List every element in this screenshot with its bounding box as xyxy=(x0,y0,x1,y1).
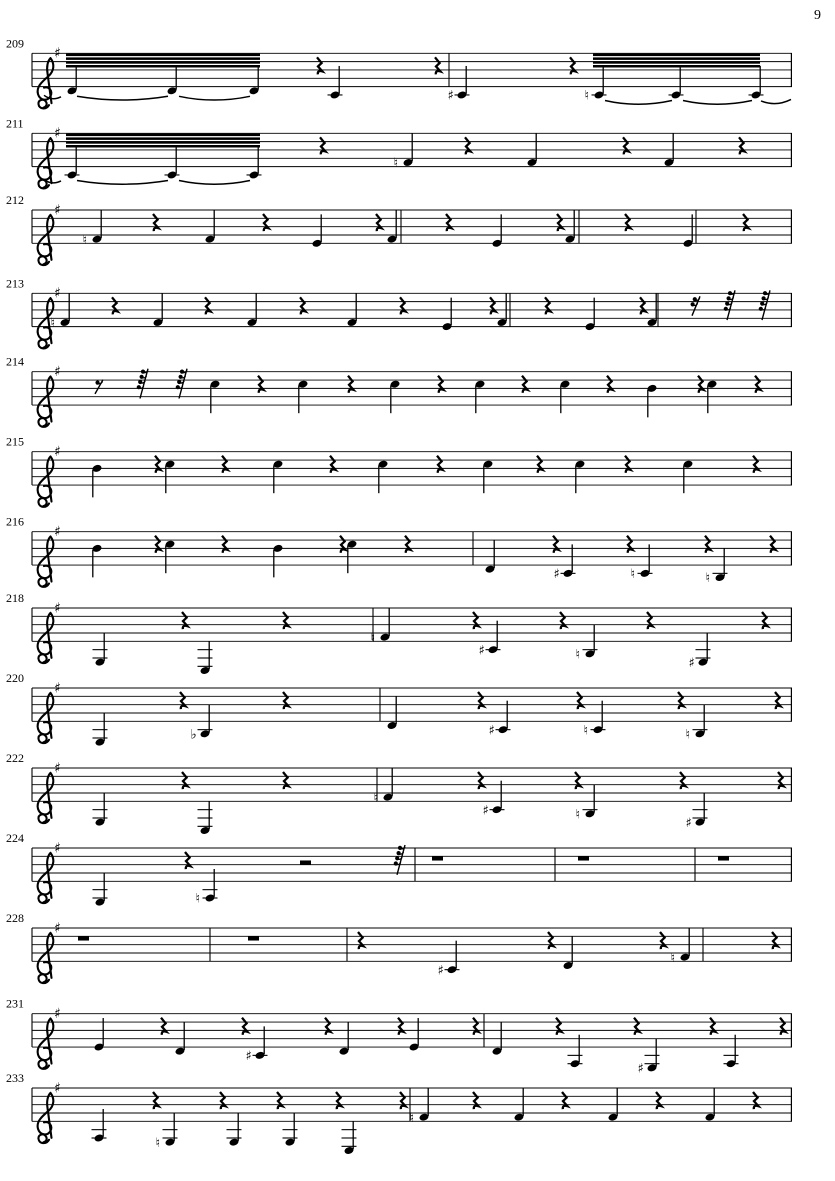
sharp-accidental: ♯ xyxy=(688,655,695,671)
measure-number-label: 213 xyxy=(6,276,24,291)
note xyxy=(438,941,460,979)
note xyxy=(92,1109,107,1143)
quarter-rest xyxy=(405,536,410,553)
whole-rest xyxy=(248,936,259,940)
quarter-rest xyxy=(283,692,288,709)
tie-from-previous xyxy=(44,95,61,98)
note xyxy=(492,214,503,248)
note xyxy=(686,793,708,831)
key-signature-sharp: ♯ xyxy=(54,760,61,777)
quarter-rest xyxy=(283,772,288,789)
system-212 xyxy=(6,193,792,265)
whole-rest xyxy=(78,936,89,940)
quarter-rest xyxy=(560,612,565,629)
key-signature-sharp: ♯ xyxy=(54,285,61,302)
note xyxy=(489,701,511,739)
tremolo-beam xyxy=(66,65,260,68)
tremolo-beam xyxy=(66,54,260,57)
treble-clef-icon xyxy=(38,693,54,743)
tie xyxy=(77,96,168,100)
note xyxy=(156,1113,178,1151)
quarter-rest xyxy=(220,1092,225,1109)
note xyxy=(92,544,103,578)
system-224 xyxy=(6,831,792,907)
tremolo-beam xyxy=(593,65,760,68)
measure-number-label: 215 xyxy=(6,434,24,449)
measure-number-label: 231 xyxy=(6,996,24,1011)
natural-accidental: ♮ xyxy=(409,1110,415,1126)
sharp-accidental: ♯ xyxy=(685,815,692,831)
quarter-rest xyxy=(180,692,185,709)
note xyxy=(83,210,103,248)
note xyxy=(65,146,80,180)
note xyxy=(669,66,684,100)
quarter-rest xyxy=(336,1092,341,1109)
whole-rest xyxy=(718,856,729,860)
quarter-rest xyxy=(607,376,612,393)
quarter-rest xyxy=(182,612,187,629)
tie xyxy=(605,100,672,104)
sharp-accidental: ♯ xyxy=(437,963,444,979)
quarter-rest xyxy=(775,692,780,709)
quarter-rest xyxy=(548,932,553,949)
natural-accidental: ♮ xyxy=(705,571,711,587)
natural-accidental: ♮ xyxy=(575,647,581,663)
quarter-rest xyxy=(277,1092,282,1109)
key-signature-sharp: ♯ xyxy=(54,202,61,219)
note xyxy=(585,298,596,332)
key-signature-sharp: ♯ xyxy=(54,444,61,461)
quarter-rest xyxy=(656,1092,661,1109)
system-214 xyxy=(6,355,792,427)
quarter-rest xyxy=(537,456,542,473)
quarter-rest xyxy=(112,297,117,314)
quarter-rest xyxy=(330,456,335,473)
system-222 xyxy=(6,751,792,835)
note xyxy=(724,1035,739,1069)
measure-number-label: 214 xyxy=(6,354,24,369)
quarter-rest xyxy=(522,376,527,393)
key-signature-sharp: ♯ xyxy=(54,1080,61,1097)
eighth-rest xyxy=(95,380,103,394)
quarter-rest xyxy=(153,214,158,231)
system-215 xyxy=(6,435,792,507)
tremolo-beam xyxy=(66,145,260,148)
sixtyfourth-rest xyxy=(137,369,148,399)
note xyxy=(198,641,213,675)
treble-clef-icon xyxy=(38,215,54,265)
measure-number-label: 220 xyxy=(6,671,24,685)
quarter-rest xyxy=(153,1092,158,1109)
note xyxy=(647,384,658,418)
quarter-rest xyxy=(562,1092,567,1109)
treble-clef-icon xyxy=(38,377,54,427)
tie-to-next xyxy=(761,99,791,103)
quarter-rest xyxy=(490,297,495,314)
treble-clef-icon xyxy=(38,933,54,983)
quarter-rest xyxy=(634,1018,639,1035)
note xyxy=(671,928,691,966)
tremolo-beam xyxy=(66,134,260,137)
treble-clef-icon xyxy=(38,537,54,587)
quarter-rest xyxy=(438,376,443,393)
sixtyfourth-rest xyxy=(394,845,405,875)
quarter-rest xyxy=(710,1018,715,1035)
quarter-rest xyxy=(680,772,685,789)
quarter-rest xyxy=(698,376,703,393)
treble-clef-icon xyxy=(38,773,54,823)
sharp-accidental: ♯ xyxy=(482,803,489,819)
treble-clef-icon xyxy=(38,457,54,507)
treble-clef-icon xyxy=(38,1093,54,1143)
note xyxy=(576,625,598,663)
note xyxy=(483,781,505,819)
quarter-rest xyxy=(640,297,645,314)
natural-accidental: ♮ xyxy=(670,950,676,966)
quarter-rest xyxy=(300,297,305,314)
note xyxy=(283,1113,298,1147)
note xyxy=(568,1035,583,1069)
note xyxy=(198,801,213,835)
note xyxy=(94,1018,105,1052)
note xyxy=(165,146,180,180)
key-signature-sharp: ♯ xyxy=(54,680,61,697)
sixtyfourth-rest xyxy=(759,290,770,320)
measure-number-label: 228 xyxy=(6,911,24,925)
natural-accidental: ♮ xyxy=(575,807,581,823)
half-rest xyxy=(300,860,311,864)
quarter-rest xyxy=(553,536,558,553)
quarter-rest xyxy=(155,456,160,473)
key-signature-sharp: ♯ xyxy=(54,920,61,937)
sharp-accidental: ♯ xyxy=(447,88,454,104)
quarter-rest xyxy=(778,772,783,789)
system-218 xyxy=(6,591,792,675)
quarter-rest xyxy=(478,692,483,709)
tremolo-beam xyxy=(593,57,760,60)
quarter-rest xyxy=(478,772,483,789)
quarter-rest xyxy=(755,376,760,393)
quarter-rest xyxy=(743,214,748,231)
quarter-rest xyxy=(705,536,710,553)
quarter-rest xyxy=(437,456,442,473)
natural-accidental: ♮ xyxy=(583,723,589,739)
system-211 xyxy=(6,116,792,188)
quarter-rest xyxy=(185,852,190,869)
note xyxy=(93,873,108,907)
measure-number-label: 212 xyxy=(6,193,24,207)
note xyxy=(479,621,501,659)
note xyxy=(683,214,694,248)
note xyxy=(706,549,728,587)
quarter-rest xyxy=(325,1018,330,1035)
note xyxy=(410,1088,430,1126)
treble-clef-icon xyxy=(38,613,54,663)
treble-clef-icon xyxy=(38,58,54,108)
measure-number-label: 209 xyxy=(6,36,24,51)
note xyxy=(448,66,470,104)
measure-number-label: 211 xyxy=(6,116,24,131)
sharp-accidental: ♯ xyxy=(245,1048,252,1064)
measure-number-label: 233 xyxy=(6,1071,24,1085)
tremolo-beam xyxy=(66,61,260,64)
note xyxy=(342,1121,357,1155)
quarter-rest xyxy=(263,214,268,231)
tie xyxy=(179,180,250,184)
key-signature-sharp: ♯ xyxy=(54,1006,61,1023)
system-209 xyxy=(6,36,792,108)
measure-number-label: 216 xyxy=(6,514,24,529)
natural-accidental: ♮ xyxy=(630,566,636,582)
whole-rest xyxy=(432,856,443,860)
note xyxy=(227,1113,242,1147)
tremolo-beam xyxy=(593,61,760,64)
quarter-rest xyxy=(205,297,210,314)
sixtyfourth-rest xyxy=(724,290,735,320)
note xyxy=(409,1018,420,1052)
note xyxy=(585,66,607,104)
quarter-rest xyxy=(647,612,652,629)
note xyxy=(196,869,218,907)
quarter-rest xyxy=(473,1018,478,1035)
quarter-rest xyxy=(762,612,767,629)
note xyxy=(273,544,284,578)
measure-number-label: 222 xyxy=(6,751,24,765)
note xyxy=(93,793,108,827)
quarter-rest xyxy=(753,1092,758,1109)
sharp-accidental: ♯ xyxy=(637,1061,644,1077)
quarter-rest xyxy=(678,692,683,709)
tie xyxy=(77,180,168,184)
measure-number-label: 224 xyxy=(6,831,24,845)
system-220 xyxy=(6,671,792,747)
quarter-rest xyxy=(348,376,353,393)
quarter-rest xyxy=(556,1018,561,1035)
treble-clef-icon xyxy=(38,1019,54,1069)
treble-clef-icon xyxy=(38,853,54,903)
sixtyfourth-rest xyxy=(176,369,187,399)
quarter-rest xyxy=(780,1018,785,1035)
note xyxy=(93,713,108,747)
quarter-rest xyxy=(570,57,575,74)
quarter-rest xyxy=(739,137,744,154)
quarter-rest xyxy=(577,692,582,709)
tie xyxy=(179,96,250,100)
quarter-rest xyxy=(435,57,440,74)
quarter-rest xyxy=(473,1092,478,1109)
note xyxy=(689,633,711,671)
whole-rest xyxy=(578,856,589,860)
sharp-accidental: ♯ xyxy=(478,643,485,659)
note xyxy=(638,1039,660,1077)
sharp-accidental: ♯ xyxy=(488,723,495,739)
quarter-rest xyxy=(473,612,478,629)
note xyxy=(576,785,598,823)
note xyxy=(247,146,262,180)
natural-accidental: ♮ xyxy=(584,88,590,104)
quarter-rest xyxy=(317,57,322,74)
tremolo-beam xyxy=(66,141,260,144)
note xyxy=(312,214,323,248)
note xyxy=(584,701,606,739)
key-signature-sharp: ♯ xyxy=(54,364,61,381)
quarter-rest xyxy=(625,456,630,473)
natural-accidental: ♮ xyxy=(155,1135,161,1151)
quarter-rest xyxy=(545,297,550,314)
natural-accidental: ♮ xyxy=(393,156,399,172)
measure-number-label: 218 xyxy=(6,591,24,605)
note xyxy=(686,705,708,743)
quarter-rest xyxy=(557,214,562,231)
natural-accidental: ♮ xyxy=(685,727,691,743)
note xyxy=(191,705,213,743)
quarter-rest xyxy=(358,932,363,949)
note xyxy=(394,133,414,171)
quarter-rest xyxy=(400,1092,405,1109)
quarter-rest xyxy=(283,612,288,629)
sharp-accidental: ♯ xyxy=(553,566,560,582)
tie xyxy=(683,100,752,104)
tremolo-beam xyxy=(66,137,260,140)
page-number: 9 xyxy=(814,8,821,23)
quarter-rest xyxy=(400,297,405,314)
key-signature-sharp: ♯ xyxy=(54,524,61,541)
system-231 xyxy=(6,997,792,1077)
sixteenth-rest xyxy=(691,296,700,315)
quarter-rest xyxy=(446,214,451,231)
natural-accidental: ♮ xyxy=(82,232,88,248)
quarter-rest xyxy=(182,772,187,789)
quarter-rest xyxy=(623,137,628,154)
system-233 xyxy=(6,1071,792,1155)
quarter-rest xyxy=(242,1018,247,1035)
flat-accidental: ♭ xyxy=(190,727,197,743)
quarter-rest xyxy=(222,456,227,473)
note xyxy=(93,633,108,667)
quarter-rest xyxy=(155,536,160,553)
system-216 xyxy=(6,515,792,587)
quarter-rest xyxy=(340,536,345,553)
note xyxy=(92,464,103,498)
quarter-rest xyxy=(772,932,777,949)
quarter-rest xyxy=(258,376,263,393)
quarter-rest xyxy=(222,536,227,553)
tremolo-beam xyxy=(593,54,760,57)
key-signature-sharp: ♯ xyxy=(54,45,61,62)
note xyxy=(328,66,343,100)
quarter-rest xyxy=(575,772,580,789)
natural-accidental: ♮ xyxy=(373,790,379,806)
quarter-rest xyxy=(398,1018,403,1035)
key-signature-sharp: ♯ xyxy=(54,840,61,857)
quarter-rest xyxy=(161,1018,166,1035)
key-signature-sharp: ♯ xyxy=(54,600,61,617)
quarter-rest xyxy=(660,932,665,949)
quarter-rest xyxy=(625,214,630,231)
key-signature-sharp: ♯ xyxy=(54,125,61,142)
quarter-rest xyxy=(320,137,325,154)
tremolo-beam xyxy=(66,57,260,60)
system-213 xyxy=(6,276,792,348)
natural-accidental: ♮ xyxy=(195,891,201,907)
natural-accidental: ♮ xyxy=(370,630,376,646)
system-228 xyxy=(6,911,792,983)
quarter-rest xyxy=(753,456,758,473)
quarter-rest xyxy=(627,536,632,553)
natural-accidental: ♮ xyxy=(50,316,56,332)
note xyxy=(442,298,453,332)
quarter-rest xyxy=(376,214,381,231)
quarter-rest xyxy=(770,536,775,553)
note xyxy=(749,66,764,100)
quarter-rest xyxy=(465,137,470,154)
